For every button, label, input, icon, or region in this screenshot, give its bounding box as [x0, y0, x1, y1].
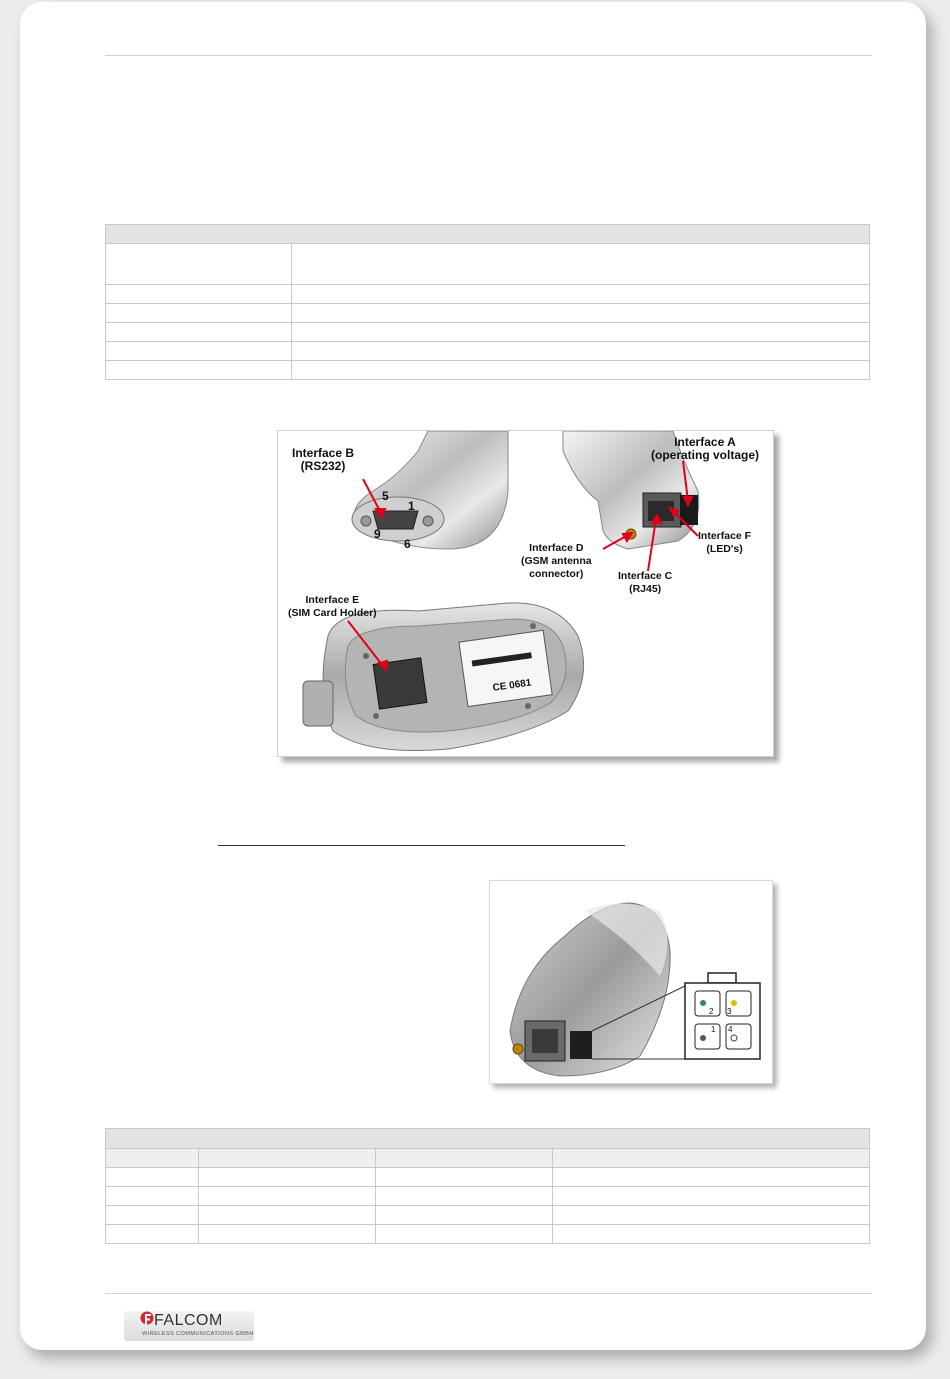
table-cell — [376, 1225, 553, 1244]
table-header — [106, 1129, 870, 1149]
logo-tagline: WIRELESS COMMUNICATIONS GMBH — [142, 1331, 254, 1337]
pin-label: 5 — [382, 489, 389, 503]
pin-number: 3 — [727, 1007, 732, 1016]
table-cell — [553, 1149, 870, 1168]
table-cell — [292, 323, 870, 342]
table-cell — [199, 1206, 376, 1225]
table-cell — [199, 1168, 376, 1187]
pin-number: 2 — [709, 1007, 714, 1016]
table-cell — [106, 1168, 199, 1187]
pin-label: 1 — [408, 499, 415, 513]
table-cell — [106, 1225, 199, 1244]
interface-a-label: Interface A (operating voltage) — [651, 435, 760, 462]
pin-number: 1 — [711, 1025, 716, 1034]
table-cell — [106, 323, 292, 342]
table-cell — [106, 285, 292, 304]
interface-b-label: Interface B (RS232) — [292, 446, 355, 473]
interface-c-label: Interface C (RJ45) — [618, 570, 673, 595]
table-cell — [106, 342, 292, 361]
table-cell — [292, 244, 870, 285]
table-cell — [292, 285, 870, 304]
interface-f-label: Interface F (LED's) — [698, 530, 752, 555]
led-dark-icon — [700, 1035, 706, 1041]
led-yellow-icon — [731, 1000, 737, 1006]
table-header — [106, 225, 870, 244]
table-cell — [106, 1187, 199, 1206]
table-cell — [199, 1187, 376, 1206]
table-cell — [106, 361, 292, 380]
device-led-photo — [490, 881, 772, 1083]
led-green-icon — [700, 1000, 706, 1006]
logo-name: FALCOM — [154, 1312, 223, 1329]
pin-label: 9 — [374, 527, 381, 541]
led-empty-icon — [731, 1035, 737, 1041]
interface-d-label: Interface D (GSM antenna connector) — [521, 542, 592, 580]
device-interfaces-figure — [277, 430, 774, 757]
table-cell — [106, 1206, 199, 1225]
table-cell — [553, 1206, 870, 1225]
pin-number: 4 — [728, 1025, 733, 1034]
led-table — [105, 1128, 870, 1244]
table-cell — [553, 1187, 870, 1206]
table-cell — [292, 361, 870, 380]
table-cell — [106, 244, 292, 285]
table-cell — [376, 1149, 553, 1168]
header-rule — [105, 55, 872, 56]
interfaces-table — [105, 224, 870, 380]
table-cell — [292, 304, 870, 323]
table-cell — [376, 1187, 553, 1206]
pin-label: 6 — [404, 537, 411, 551]
table-cell — [106, 304, 292, 323]
footer-rule — [105, 1293, 872, 1294]
table-cell — [553, 1168, 870, 1187]
led-connector-figure — [489, 880, 773, 1084]
ce-mark: CE 0681 — [491, 677, 533, 694]
table-cell — [376, 1168, 553, 1187]
falcom-logo — [124, 1311, 254, 1341]
table-cell — [376, 1206, 553, 1225]
falcom-mark-icon — [140, 1311, 154, 1329]
table-cell — [292, 342, 870, 361]
table-cell — [199, 1149, 376, 1168]
table-cell — [106, 1149, 199, 1168]
table-cell — [199, 1225, 376, 1244]
section-heading-underline — [218, 845, 625, 846]
interface-e-label: Interface E (SIM Card Holder) — [288, 594, 377, 619]
table-cell — [553, 1225, 870, 1244]
